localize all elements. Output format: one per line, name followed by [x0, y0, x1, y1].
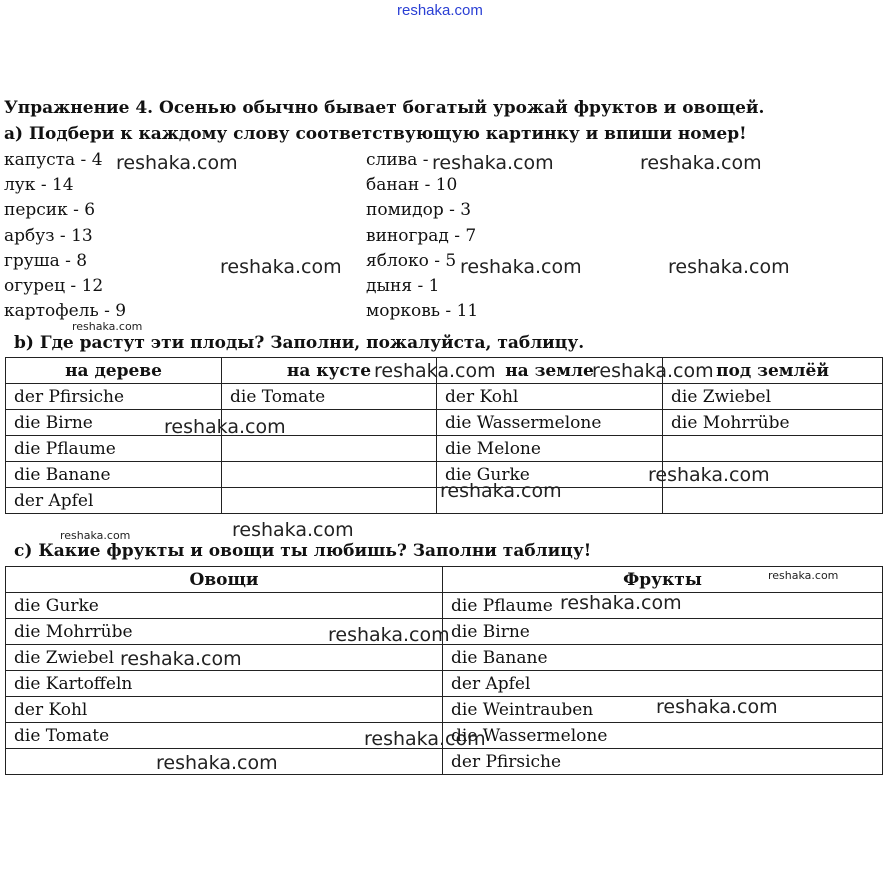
- table-cell: die Pflaume: [443, 593, 883, 619]
- watermark: reshaka.com: [656, 696, 778, 718]
- table-cell: der Kohl: [437, 384, 663, 410]
- list-item: персик - 6: [4, 200, 96, 221]
- watermark: reshaka.com: [220, 256, 342, 278]
- table-cell: die Zwiebel: [6, 645, 443, 671]
- table-cell: die Gurke: [6, 593, 443, 619]
- table-cell: die Tomate: [6, 723, 443, 749]
- list-item: арбуз - 13: [4, 225, 93, 246]
- part-a-instruction: a) Подбери к каждому слову соответствующую картинку и впиши номер!: [4, 124, 747, 144]
- list-item: лук - 14: [4, 175, 74, 196]
- table-row: [6, 671, 883, 697]
- table-row: [6, 436, 883, 462]
- list-item: дыня - 1: [366, 276, 440, 297]
- list-item: картофель - 9: [4, 301, 127, 322]
- watermark: reshaka.com: [364, 728, 486, 750]
- watermark: reshaka.com: [232, 519, 354, 541]
- table-cell: die Banane: [6, 462, 222, 488]
- table-cell: die Kartoffeln: [6, 671, 443, 697]
- header-bush: на кусте: [222, 358, 437, 384]
- table-cell: die Mohrrübe: [663, 410, 883, 436]
- watermark: reshaka.com: [432, 152, 554, 174]
- table-cell: die Birne: [443, 619, 883, 645]
- table-row: [6, 749, 883, 775]
- table-cell: der Apfel: [6, 488, 222, 514]
- header-vegetables: Овощи: [6, 567, 443, 593]
- table-cell: die Birne: [6, 410, 222, 436]
- watermark: reshaka.com: [440, 480, 562, 502]
- table-cell: [222, 436, 437, 462]
- table-cell: der Pfirsiche: [443, 749, 883, 775]
- table-cell: die Mohrrübe: [6, 619, 443, 645]
- watermark: reshaka.com: [72, 320, 143, 333]
- table-cell: der Kohl: [6, 697, 443, 723]
- part-b-instruction: b) Где растут эти плоды? Заполни, пожалуйста, таблицу.: [14, 333, 585, 353]
- watermark: reshaka.com: [164, 416, 286, 438]
- watermark: reshaka.com: [560, 592, 682, 614]
- table-cell: der Pfirsiche: [6, 384, 222, 410]
- table-cell: [222, 462, 437, 488]
- list-item: огурец - 12: [4, 276, 104, 297]
- watermark: reshaka.com: [460, 256, 582, 278]
- word-list-right: [366, 148, 478, 324]
- watermark: reshaka.com: [116, 152, 238, 174]
- header-tree: на дереве: [6, 358, 222, 384]
- table-cell: [663, 436, 883, 462]
- list-item: морковь - 11: [366, 301, 479, 322]
- table-cell: die Pflaume: [6, 436, 222, 462]
- header-ground: на земле: [437, 358, 663, 384]
- table-row: [6, 593, 883, 619]
- watermark: reshaka.com: [328, 624, 450, 646]
- word-list-left: [4, 148, 126, 324]
- table-cell: die Weintrauben: [443, 697, 883, 723]
- watermark: reshaka.com: [592, 360, 714, 382]
- list-item: яблоко - 5: [366, 250, 457, 271]
- table-row: [6, 384, 883, 410]
- watermark: reshaka.com: [156, 752, 278, 774]
- list-item: капуста - 4: [4, 150, 103, 170]
- table-row: [6, 410, 883, 436]
- header-fruits: Фрукты: [443, 567, 883, 593]
- table-cell: die Banane: [443, 645, 883, 671]
- list-item: помидор - 3: [366, 200, 472, 221]
- watermark: reshaka.com: [640, 152, 762, 174]
- table-cell: die Wassermelone: [437, 410, 663, 436]
- table-cell: die Tomate: [222, 384, 437, 410]
- watermark: reshaka.com: [120, 648, 242, 670]
- table-cell: die Zwiebel: [663, 384, 883, 410]
- list-item: слива -: [366, 150, 429, 170]
- exercise-title: Упражнение 4. Осенью обычно бывает богатый урожай фруктов и овощей.: [4, 98, 765, 118]
- watermark: reshaka.com: [768, 569, 839, 582]
- list-item: банан - 10: [366, 175, 458, 196]
- table-cell: die Melone: [437, 436, 663, 462]
- watermark: reshaka.com: [648, 464, 770, 486]
- part-c-instruction: c) Какие фрукты и овощи ты любишь? Заполни таблицу!: [14, 541, 592, 561]
- table-cell: [222, 488, 437, 514]
- table-cell: der Apfel: [443, 671, 883, 697]
- watermark: reshaka.com: [374, 360, 496, 382]
- table-header-row: [6, 567, 883, 593]
- list-item: груша - 8: [4, 250, 88, 271]
- table-cell: [663, 488, 883, 514]
- watermark: reshaka.com: [668, 256, 790, 278]
- table-cell: die Gurke: [437, 462, 663, 488]
- table-cell: die Wassermelone: [443, 723, 883, 749]
- watermark: reshaka.com: [60, 529, 131, 542]
- list-item: виноград - 7: [366, 225, 477, 246]
- header-underground: под землёй: [663, 358, 883, 384]
- site-link[interactable]: reshaka.com: [397, 2, 483, 19]
